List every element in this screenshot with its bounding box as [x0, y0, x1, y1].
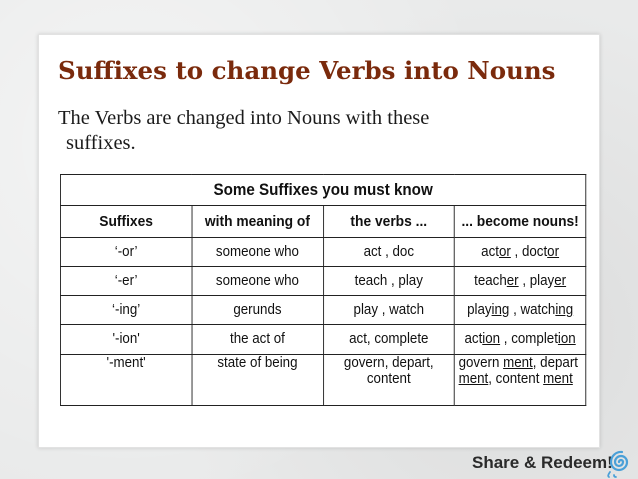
noun-suffix-part: ment: [503, 354, 533, 371]
noun-stem-part: play: [467, 302, 492, 319]
table-row: [60, 325, 585, 354]
noun-stem-part: act: [464, 331, 483, 348]
noun-suffix-part: or: [547, 243, 560, 260]
suffix-cell: ‘-ing’: [60, 296, 191, 325]
meaning-cell: gerunds: [192, 296, 323, 325]
noun-stem-part: act: [481, 243, 499, 260]
noun-suffix-part: ment: [458, 370, 489, 387]
branding: [466, 446, 638, 478]
meaning-cell: someone who: [192, 266, 323, 295]
noun-suffix-part: ing: [491, 302, 510, 319]
table-body: [60, 237, 585, 405]
noun-stem-part: , watch: [509, 302, 556, 319]
noun-suffix-part: ment: [543, 370, 573, 387]
swirl-logo-icon: [606, 446, 636, 478]
nouns-cell: [454, 354, 585, 405]
table-row: [60, 296, 585, 325]
table-row: [60, 237, 585, 266]
noun-stem-part: , play: [518, 272, 555, 289]
subtitle-line-1: The Verbs are changed into Nouns with these: [58, 107, 430, 129]
suffix-cell: '-ion': [60, 325, 191, 354]
noun-suffix-part: er: [554, 272, 567, 289]
noun-stem-part: , content: [488, 370, 544, 387]
verbs-cell: act , doc: [323, 237, 454, 266]
brand-text: Share & Redeem!: [472, 453, 613, 472]
verbs-cell: teach , play: [323, 266, 454, 295]
noun-suffix-part: ing: [555, 302, 574, 319]
verbs-cell: play , watch: [323, 296, 454, 325]
noun-stem-part: , complet: [500, 331, 558, 348]
header-suffixes: Suffixes: [60, 206, 191, 237]
noun-stem-part: govern: [458, 354, 504, 371]
suffix-cell: ‘-or’: [60, 237, 191, 266]
nouns-cell: [454, 266, 585, 295]
table-row: [60, 354, 585, 405]
suffix-table-container: [60, 174, 586, 406]
subtitle-line-2: suffixes.: [66, 132, 136, 154]
slide-title: Suffixes to change Verbs into Nouns: [58, 56, 556, 85]
table-caption: Some Suffixes you must know: [60, 175, 585, 206]
meaning-cell: someone who: [192, 237, 323, 266]
slide-subtitle: [58, 106, 538, 156]
suffix-cell: '-ment': [60, 354, 191, 405]
verbs-cell: act, complete: [323, 325, 454, 354]
suffix-table: [60, 174, 586, 406]
meaning-cell: state of being: [192, 354, 323, 405]
header-meaning: with meaning of: [192, 206, 323, 237]
table-row: [60, 266, 585, 295]
noun-stem-part: , doct: [510, 243, 548, 260]
noun-suffix-part: or: [498, 243, 511, 260]
header-verbs: the verbs ...: [323, 206, 454, 237]
nouns-cell: [454, 296, 585, 325]
verbs-cell: govern, depart, content: [323, 354, 454, 405]
noun-stem-part: , depart: [532, 354, 579, 371]
meaning-cell: the act of: [192, 325, 323, 354]
noun-suffix-part: ion: [482, 331, 501, 348]
header-nouns: ... become nouns!: [454, 206, 585, 237]
table-header-row: [60, 206, 585, 237]
nouns-cell: [454, 325, 585, 354]
noun-stem-part: teach: [474, 272, 507, 289]
noun-suffix-part: ion: [557, 331, 576, 348]
nouns-cell: [454, 237, 585, 266]
noun-suffix-part: er: [506, 272, 519, 289]
suffix-cell: ‘-er’: [60, 266, 191, 295]
